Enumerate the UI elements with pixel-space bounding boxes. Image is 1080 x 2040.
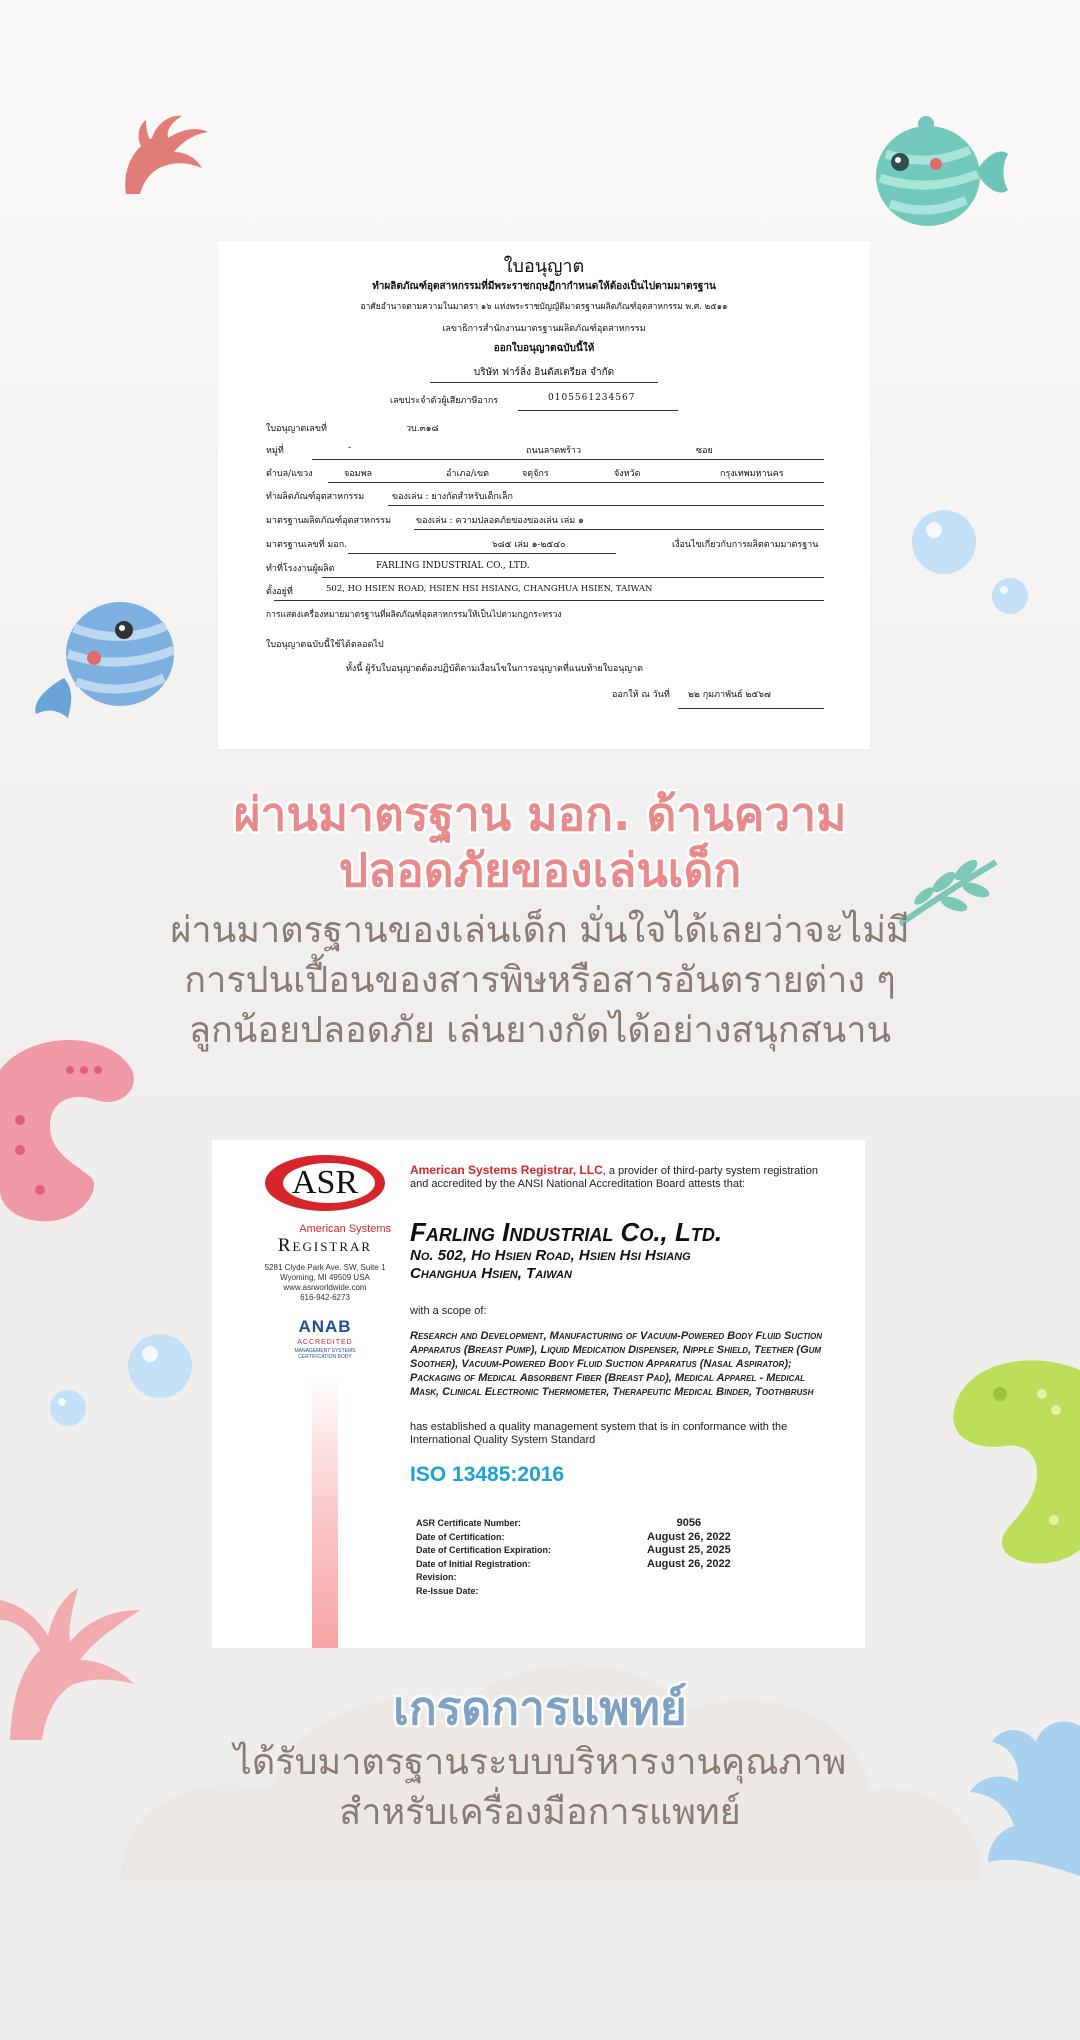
field-label: Date of Certification Expiration: [416, 1545, 552, 1555]
anab-subtitle: MANAGEMENT SYSTEMS CERTIFICATION BODY [294, 1348, 356, 1360]
license-subtitle: ออกใบอนุญาตฉบับนี้ให้ [493, 343, 595, 354]
license-no-value: วบ.๓๑๘ [406, 424, 439, 434]
field-value [551, 1571, 731, 1585]
green-teether-decoration [924, 1350, 1080, 1570]
certificate-address-line1: No. 502, Ho Hsien Road, Hsien Hsi Hsiang [410, 1247, 691, 1264]
thai-license-document [218, 241, 870, 749]
field-value: August 26, 2022 [647, 1557, 731, 1570]
license-amphoe-label: อำเภอ/เขต [446, 469, 489, 479]
asr-website: www.asrworldwide.com [283, 1283, 367, 1292]
table-row [416, 1585, 731, 1599]
certificate-established: has established a quality management system that is in conformance with the International Quality System Standard [410, 1421, 788, 1446]
certificate-gradient-bar [312, 1375, 338, 1648]
license-standard-label: มาตรฐานผลิตภัณฑ์อุตสาหกรรม [266, 516, 392, 526]
license-maker-value: FARLING INDUSTRIAL CO., LTD. [376, 561, 530, 571]
field-label: Date of Initial Registration: [416, 1558, 531, 1569]
certificate-scope: Research and Development, Manufacturing of Vacuum-Powered Body Fluid Suction Apparatus (Breast Pump), Liquid Medication Dispenser, Nipple Shield, Teether (Gum Soother), Vacuum-Powered Body Fluid Suction Apparatus (Nasal Aspirator); Packaging of Medical Absorbent Fiber (Breast Pad), Medical Apparel - Medical Mask, Clinical Electronic Thermometer, Therapeutic Medical Binder, Toothbrush [410, 1330, 823, 1398]
field-value: 9056 [676, 1517, 702, 1529]
license-note: ใบอนุญาตฉบับนี้ใช้ได้ตลอดไป [266, 640, 384, 650]
field-label: Date of Certification: [416, 1531, 505, 1542]
section1-heading-line2: ปลอดภัยของเล่นเด็ก [338, 843, 742, 897]
license-condition: เงื่อนไขเกี่ยวกับการผลิตตามมาตรฐาน [672, 540, 819, 550]
table-row [416, 1531, 731, 1545]
license-address-value: 502, HO HSIEN ROAD, HSIEN HSI HSIANG, CHANGHUA HSIEN, TAIWAN [326, 584, 653, 594]
license-company: บริษัท ฟาร์ลิ่ง อินดัสเตรียล จำกัด [473, 367, 615, 378]
blue-fish-decoration [28, 598, 174, 726]
asr-brand-line1: American Systems [299, 1223, 391, 1235]
section2-heading: เกรดการแพทย์ [393, 1681, 687, 1735]
license-subtitle: ทำผลิตภัณฑ์อุตสาหกรรมที่มีพระราชกฤษฎีกากำหนดให้ต้องเป็นไปตามมาตรฐาน [372, 281, 716, 292]
license-tis-value: ๖๘๕ เล่ม ๑-๒๕๔๐ [492, 540, 566, 550]
pink-teether-decoration [0, 1030, 140, 1226]
license-product-value: ของเล่น : ยางกัดสำหรับเด็กเล็ก [392, 492, 513, 502]
license-tax-value: 0105561234567 [548, 393, 636, 403]
license-district-label: ตำบล/แขวง [266, 469, 313, 479]
certificate-company: Farling Industrial Co., Ltd. [410, 1217, 723, 1247]
license-moo-value: - [348, 443, 352, 453]
table-row [416, 1517, 731, 1531]
section1-body-line3: ลูกน้อยปลอดภัย เล่นยางกัดได้อย่างสนุกสนาน [188, 1010, 892, 1051]
certificate-intro [410, 1164, 830, 1191]
certificate-main [410, 1164, 830, 1598]
license-note: การแสดงเครื่องหมายมาตรฐานที่ผลิตภัณฑ์อุตสาหกรรมให้เป็นไปตามกฎกระทรวง [266, 610, 562, 620]
license-maker-label: ทำที่โรงงานผู้ผลิต [266, 564, 335, 574]
asr-logo-text: ASR [291, 1164, 359, 1201]
license-province-label: จังหวัด [614, 469, 641, 479]
field-label: Revision: [416, 1572, 457, 1582]
license-title: ใบอนุญาต [503, 256, 585, 277]
anab-accredited: ACCREDITED [297, 1339, 353, 1346]
section1-body-line1: ผ่านมาตรฐานของเล่นเด็ก มั่นใจได้เลยว่าจะไม่มี [170, 910, 910, 951]
asr-phone: 616-942-6273 [300, 1293, 350, 1302]
field-value: August 25, 2025 [647, 1544, 731, 1556]
license-road-value: ถนนลาดพร้าว [526, 446, 582, 456]
bubble-decoration-left [46, 1330, 196, 1430]
field-label: ASR Certificate Number: [416, 1518, 522, 1528]
license-issued-label: ออกให้ ณ วันที่ [612, 690, 670, 700]
field-value: August 26, 2022 [647, 1530, 731, 1543]
license-address-label: ตั้งอยู่ที่ [266, 587, 293, 597]
table-row [416, 1571, 731, 1585]
license-soi-label: ซอย [696, 446, 713, 456]
certificate-intro-company: American Systems Registrar, LLC [410, 1163, 603, 1177]
license-tis-label: มาตรฐานเลขที่ มอก. [266, 540, 348, 550]
asr-certificate [212, 1140, 865, 1648]
section1-body-line2: การปนเปื้อนของสารพิษหรือสารอันตรายต่าง ๆ [184, 960, 896, 1001]
asr-address1: 5281 Clyde Park Ave. SW, Suite 1 [264, 1263, 386, 1272]
certificate-standard: ISO 13485:2016 [410, 1463, 565, 1486]
anab-badge [259, 1317, 391, 1360]
section2-body-line1: ได้รับมาตรฐานระบบบริหารงานคุณภาพ [233, 1742, 847, 1783]
license-subtitle: เลขาธิการสำนักงานมาตรฐานผลิตภัณฑ์อุตสาหกรรม [442, 324, 646, 334]
license-issued-value: ๒๒ กุมภาพันธ์ ๒๕๖๗ [688, 690, 771, 700]
license-subtitle: อาศัยอำนาจตามความในมาตรา ๑๖ แห่งพระราชบัญญัติมาตรฐานผลิตภัณฑ์อุตสาหกรรม พ.ศ. ๒๕๑๑ [360, 302, 728, 312]
license-product-label: ทำผลิตภัณฑ์อุตสาหกรรม [266, 492, 365, 502]
asr-address2: Wyoming, MI 49509 USA [280, 1273, 370, 1282]
asr-brand-line2: Registrar [277, 1235, 373, 1256]
teal-fish-decoration [866, 114, 1012, 230]
certificate-fields-table [416, 1517, 731, 1598]
section2-body-line2: สำหรับเครื่องมือการแพทย์ [339, 1792, 741, 1833]
license-province-value: กรุงเทพมหานคร [720, 469, 784, 479]
anab-logo: ANAB [298, 1317, 352, 1336]
certificate-address-line2: Changhua Hsien, Taiwan [410, 1265, 572, 1282]
table-row [416, 1544, 731, 1558]
license-amphoe-value: จตุจักร [522, 469, 549, 479]
table-row [416, 1558, 731, 1572]
certificate-intro-text: , a provider of third-party system registration and accredited by the ANSI National Accreditation Board attests that: [410, 1165, 818, 1190]
license-district-value: จอมพล [344, 469, 373, 479]
license-note: ทั้งนี้ ผู้รับใบอนุญาตต้องปฏิบัติตามเงื่อนไขในการอนุญาตที่แนบท้ายใบอนุญาต [346, 664, 643, 674]
coral-decoration-top-left [112, 108, 212, 200]
license-tax-label: เลขประจำตัวผู้เสียภาษีอากร [390, 396, 499, 406]
section1-heading-line1: ผ่านมาตรฐาน มอก. ด้านความ [233, 787, 847, 841]
license-moo-label: หมู่ที่ [266, 446, 284, 456]
asr-sidebar [259, 1152, 391, 1360]
field-value [551, 1585, 731, 1599]
certificate-scope-label: with a scope of: [410, 1305, 487, 1317]
license-standard-value: ของเล่น : ความปลอดภัยของของเล่น เล่ม ๑ [416, 516, 584, 526]
bubble-decoration-right [910, 508, 1030, 628]
field-label: Re-Issue Date: [416, 1585, 479, 1596]
license-no-label: ใบอนุญาตเลขที่ [266, 424, 327, 434]
